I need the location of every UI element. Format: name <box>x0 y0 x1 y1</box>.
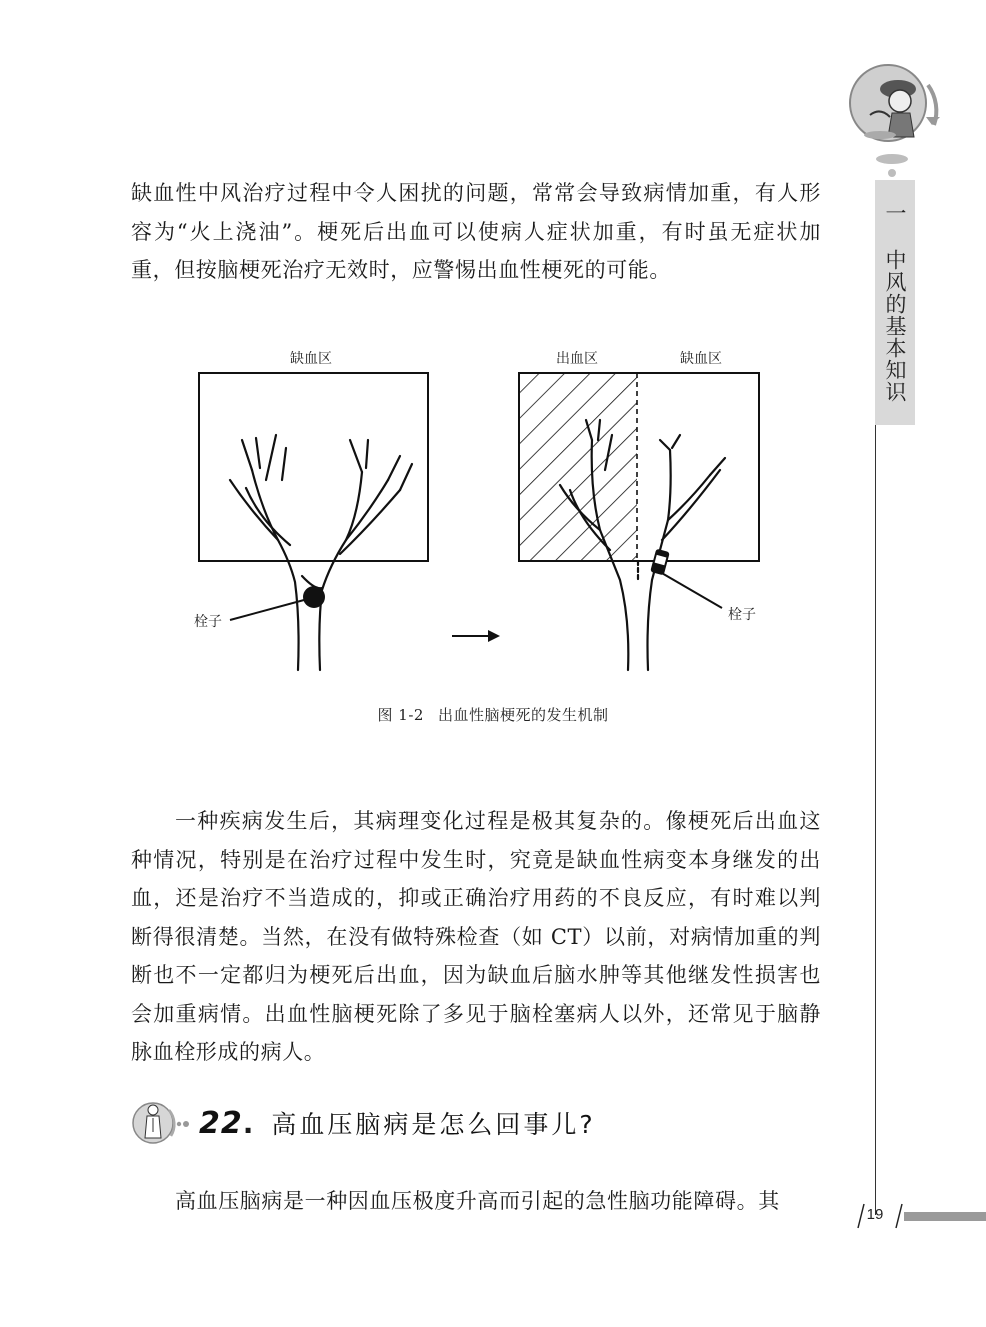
left-embolus-pointer <box>230 600 304 620</box>
left-ischemia-label: 缺血区 <box>290 351 332 367</box>
body-paragraph-1: 缺血性中风治疗过程中令人困扰的问题，常常会导致病情加重，有人形容为“火上浇油”。梗死后出血可以使病人症状加重，有时虽无症状加重，但按脑梗死治疗无效时，应警惕出血性梗死的可能。 <box>131 181 821 282</box>
section-title: 高血压脑病是怎么回事儿? <box>271 1110 596 1139</box>
right-ischemia-label: 缺血区 <box>680 351 722 367</box>
section-number: 22 <box>199 1105 243 1141</box>
left-embolus <box>303 586 325 608</box>
figure-caption-text: 出血性脑梗死的发生机制 <box>437 706 609 724</box>
right-embolus-pointer <box>660 572 722 608</box>
figure-caption-number: 图 1-2 <box>377 706 424 724</box>
page-number: 19 <box>866 1206 884 1223</box>
figure-1-2 <box>190 340 780 690</box>
body-paragraph-2: 一种疾病发生后，其病理变化过程是极其复杂的。像梗死后出血这种情况，特别是在治疗过程中发生时，究竟是缺血性病变本身继发的出血，还是治疗不当造成的，抑或正确治疗用药的不良反应，有时难以判断得很清楚。当然，在没有做特殊检查（如 CT）以前，对病情加重的判断也不一定都归为梗死后出血，因为缺血后脑水肿等其他继发性损害也会加重病情。出血性脑梗死除了多见于脑栓塞病人以外，还常见于脑静脉血栓形成的病人。 <box>131 809 821 1064</box>
chapter-emblem <box>840 55 950 185</box>
transition-arrow-head <box>488 630 500 642</box>
chapter-side-tab <box>875 180 915 425</box>
side-divider-line <box>875 425 876 1215</box>
body-paragraph-3: 高血压脑病是一种因血压极度升高而引起的急性脑功能障碍。其 <box>175 1189 780 1213</box>
right-embolus-label: 栓子 <box>728 607 756 623</box>
right-hemorrhage-label: 出血区 <box>556 351 598 367</box>
left-embolus-label: 栓子 <box>194 614 222 630</box>
figure-drawing <box>190 340 780 690</box>
section-heading: 22 . 高血压脑病是怎么回事儿? <box>131 1098 596 1148</box>
right-hemorrhage-region <box>519 373 637 561</box>
chapter-side-tab-text: 一 中风的基本知识 <box>883 202 907 403</box>
footer-bar <box>904 1212 986 1221</box>
figure-caption <box>0 704 986 725</box>
doctor-icon <box>131 1098 193 1148</box>
